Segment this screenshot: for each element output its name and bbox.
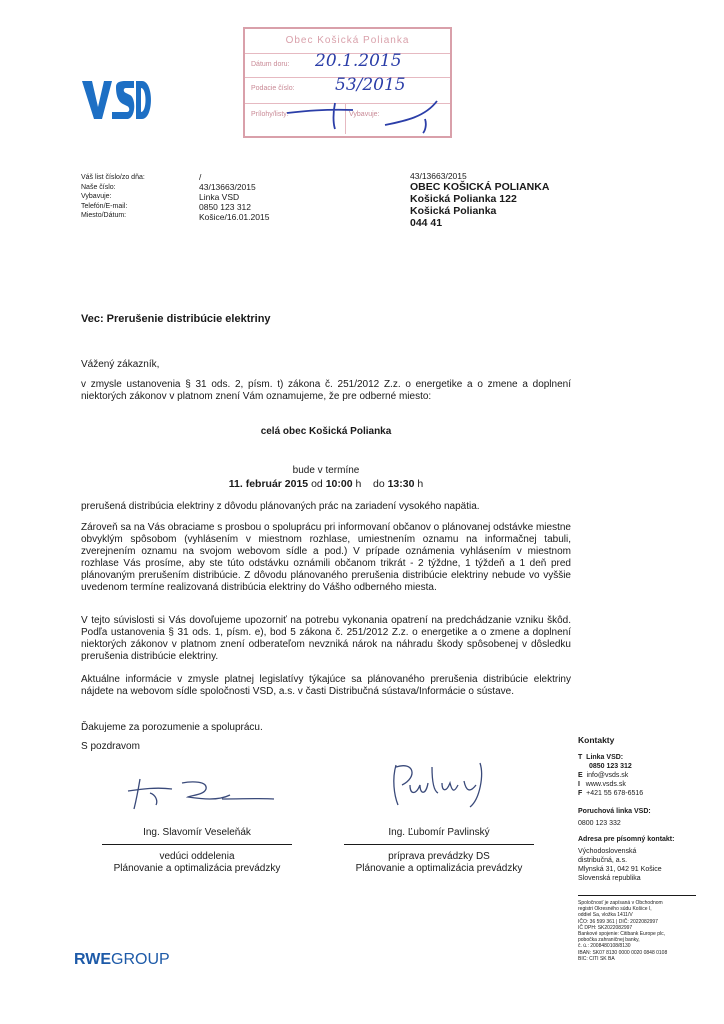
address-line: Slovenská republika <box>578 875 641 882</box>
stamp-date-value: 20.1.2015 <box>315 51 402 71</box>
hotline-label: Linka VSD: <box>586 754 624 761</box>
registration-stamp <box>243 27 452 138</box>
term-date: 11. február 2015 <box>228 478 309 490</box>
fault-line-label: Poruchová linka VSD: <box>578 808 651 815</box>
signer-role: vedúci oddelenia <box>159 851 235 862</box>
ref-value: / <box>199 172 202 182</box>
email-value: info@vsds.sk <box>586 772 629 779</box>
contact-letter: F <box>578 790 583 797</box>
ref-value: 43/13663/2015 <box>199 182 256 192</box>
recipient-line: Košická Polianka 122 <box>410 193 517 205</box>
signature-line <box>102 844 292 845</box>
address-label: Adresa pre písomný kontakt: <box>578 836 675 843</box>
paragraph-notice: v zmysle ustanovenia § 31 ods. 2, písm. t) zákona č. 251/2012 Z.z. o energetike a o zmene a doplnení niektorých zákonov v platnom znení Vám oznamujeme, že pre odberné miesto: <box>81 379 571 402</box>
signer-department: Plánovanie a optimalizácia prevádzky <box>113 863 281 874</box>
rwe-light: GROUP <box>111 951 170 968</box>
recipient-address <box>410 171 549 229</box>
vsd-logo <box>82 79 154 121</box>
recipient-line: Košická Polianka <box>410 205 497 217</box>
contacts-panel <box>578 736 698 883</box>
stamp-date-label: Dátum doru: <box>251 61 290 68</box>
term-from-label: od <box>311 478 323 490</box>
registration-line: IBAN: SK07 8130 0000 0020 0848 0108 <box>578 949 668 956</box>
stamp-title: Obec Košická Polianka <box>285 35 410 46</box>
registration-line: Spoločnosť je zapísaná v Obchodnom <box>578 900 663 906</box>
signer-block <box>344 827 534 875</box>
recipient-line: 044 41 <box>410 217 443 229</box>
stamp-number-label: Podacie číslo: <box>251 85 295 92</box>
registration-line: IČO: 36 599 361 | DIČ: 2022082997 <box>578 918 658 925</box>
ref-label: Váš list číslo/zo dňa: <box>81 174 145 181</box>
ref-label: Miesto/Dátum: <box>81 212 127 219</box>
registration-line: oddiel Sa, vložka 1411/V <box>578 912 633 919</box>
rwe-bold: RWE <box>74 951 112 968</box>
contacts-divider <box>578 895 696 896</box>
fault-line-value: 0800 123 332 <box>578 820 621 827</box>
term-to-label: do <box>372 478 385 490</box>
hotline-value: 0850 123 312 <box>589 763 632 770</box>
letter-subject: Vec: Prerušenie distribúcie elektriny <box>81 313 271 325</box>
contact-letter: I <box>578 781 580 788</box>
signature-veselenak <box>122 765 282 820</box>
closing: S pozdravom <box>81 741 140 752</box>
thanks: Ďakujeme za porozumenie a spoluprácu. <box>81 722 263 733</box>
contact-letter: E <box>578 772 583 779</box>
ref-value: 0850 123 312 <box>199 202 251 212</box>
signer-name: Ing. Slavomír Veseleňák <box>143 827 251 838</box>
registration-info <box>578 900 698 962</box>
signer-block <box>102 827 292 875</box>
ref-value: Linka VSD <box>199 192 240 202</box>
stamp-initials-mark <box>275 99 445 135</box>
term-intro: bude v termíne <box>292 465 360 476</box>
address-line: Mlynská 31, 042 91 Košice <box>578 866 662 873</box>
registration-line: registri Okresného súdu Košice I, <box>578 906 652 913</box>
reference-values <box>199 172 269 222</box>
web-value: www.vsds.sk <box>585 781 626 788</box>
registration-line: č. ú.: 2008480108/8130 <box>578 943 631 950</box>
paragraph-reason: prerušená distribúcia elektriny z dôvodu plánovaných prác na zariadení vysokého napätia. <box>81 501 480 512</box>
recipient-ref: 43/13663/2015 <box>410 171 467 181</box>
registration-line: pobočka zahraničnej banky, <box>578 937 640 944</box>
term-hour-unit: h <box>417 478 424 490</box>
salutation: Vážený zákazník, <box>81 359 160 370</box>
term-hour-unit: h <box>355 478 362 490</box>
stamp-handler-label: Vybavuje: <box>349 111 380 118</box>
ref-label: Naše číslo: <box>81 183 116 191</box>
recipient-line: OBEC KOŠICKÁ POLIANKA <box>410 181 550 193</box>
fax-value: +421 55 678-6516 <box>586 790 644 797</box>
registration-line: IČ DPH: SK2022082997 <box>578 924 633 931</box>
contact-letter: T <box>578 754 583 761</box>
signature-line <box>344 844 534 845</box>
address-line: Východoslovenská <box>578 848 637 855</box>
paragraph-damages: V tejto súvislosti si Vás dovoľujeme upozorniť na potrebu vykonania opatrení na predchádzanie vzniku škôd. Podľa ustanovenia § 31 ods. 1, písm. e), bod 5 zákona č. 251/2012 Z.z. o energetike a o zmene a doplnení niektorých zákonov v platnom znení odberateľom nevzniká nárok na náhradu škody spôsobenej v dôsledku prerušenia distribúcie elektriny. <box>81 615 571 662</box>
outage-term <box>81 478 571 490</box>
signature-pavlinsky <box>380 755 500 820</box>
stamp-number-value: 53/2015 <box>335 75 406 95</box>
signer-role: príprava prevádzky DS <box>388 851 490 862</box>
paragraph-cooperation: Zároveň sa na Vás obraciame s prosbou o spoluprácu pri informovaní občanov o plánovanej odstávke miestne obvyklým spôsobom (vyhlásením v miestnom rozhlase, umiestnením oznamu na informačnej tabuli, zverejnením oznamu na svojom webovom sídle a pod.) V prípade oznámenia vyhlásením v miestnom rozhlase Vás prosíme, aby ste túto odstávku oznámili občanom trikrát - 2 týždne, 1 týždeň a 1 deň pred plánovaným prerušením distribúcie. Z dôvodu plánovaného prerušenia distribúcie elektriny nebude vo vyššie uvedenom termíne realizovaná distribúcia elektriny do Vášho odberného miesta. <box>81 522 571 593</box>
rwe-group-logo <box>74 951 170 969</box>
registration-line: Bankové spojenie: Citibank Europe plc, <box>578 931 665 938</box>
contacts-title: Kontakty <box>578 735 615 745</box>
affected-place: celá obec Košická Polianka <box>260 426 392 437</box>
signer-department: Plánovanie a optimalizácia prevádzky <box>355 863 523 874</box>
ref-value: Košice/16.01.2015 <box>199 212 270 222</box>
reference-labels <box>81 173 145 221</box>
stamp-attach-label: Prílohy/listy: <box>251 111 289 118</box>
ref-label: Vybavuje: <box>81 193 112 200</box>
address-line: distribučná, a.s. <box>578 857 628 864</box>
paragraph-info: Aktuálne informácie v zmysle platnej legislatívy týkajúce sa plánovaného prerušenia distribúcie elektriny nájdete na webovom sídle spoločnosti VSD, a.s. v časti Distribučná sústava/Informácie o sústave. <box>81 674 571 697</box>
ref-label: Telefón/E-mail: <box>81 202 128 210</box>
registration-line: BIC: CITI SK BA <box>578 955 615 962</box>
term-to: 13:30 <box>387 478 415 490</box>
signer-name: Ing. Ľubomír Pavlinský <box>388 827 490 838</box>
term-from: 10:00 <box>325 478 353 490</box>
